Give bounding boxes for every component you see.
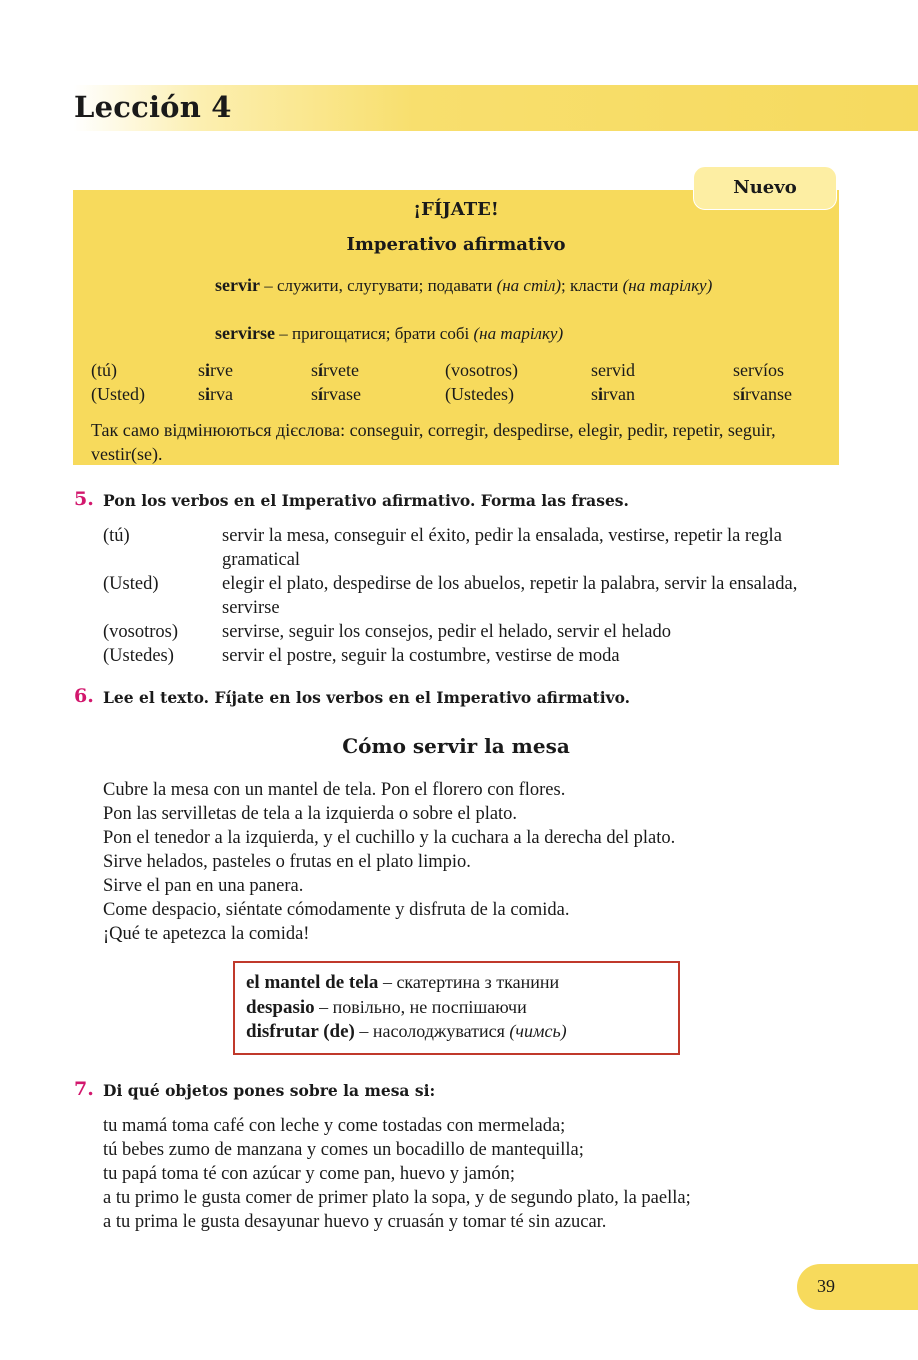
exercise-line: a tu prima le gusta desayunar huevo y cruasán y tomar té sin azucar. xyxy=(103,1212,607,1232)
conj-pronoun: (tú) xyxy=(91,360,117,380)
definition-servirse: servirse – пригощатися; брати собі (на тарілку) xyxy=(215,323,564,343)
reading-line: Pon las servilletas de tela a la izquierda o sobre el plato. xyxy=(103,804,518,824)
conj-form: servid xyxy=(591,360,635,380)
reading-line: Pon el tenedor a la izquierda, y el cuchillo y la cuchara a la derecha del plato. xyxy=(103,828,676,848)
definition-servir: servir – служити, слугувати; подавати (на стіл); класти (на тарілку) xyxy=(215,275,713,295)
exercise-line: tu papá toma té con azúcar y come pan, huevo y jamón; xyxy=(103,1164,515,1184)
vocabulary-entry: disfrutar (de) – насолоджуватися (чимсь) xyxy=(246,1021,567,1042)
reading-line: ¡Qué te apetezca la comida! xyxy=(103,924,310,944)
conj-pronoun: (vosotros) xyxy=(445,360,518,380)
new-badge: Nuevo xyxy=(693,166,837,210)
exercise-line: tú bebes zumo de manzana y comes un bocadillo de mantequilla; xyxy=(103,1140,584,1160)
reading-line: Cubre la mesa con un mantel de tela. Pon el florero con flores. xyxy=(103,780,566,800)
grammar-box-subtitle: Imperativo afirmativo xyxy=(346,234,566,255)
exercise-number: 6. xyxy=(74,685,94,707)
exercise-line: tu mamá toma café con leche y come tostadas con mermelada; xyxy=(103,1116,566,1136)
reading-line: Come despacio, siéntate cómodamente y disfruta de la comida. xyxy=(103,900,570,920)
conj-form: sirve xyxy=(198,360,234,380)
exercise-row-label: (vosotros) xyxy=(103,622,179,642)
conj-form: sírvanse xyxy=(733,384,793,404)
conj-form: servíos xyxy=(733,360,784,380)
reading-line: Sirve el pan en una panera. xyxy=(103,876,304,896)
vocabulary-entry: el mantel de tela – скатертина з тканини xyxy=(246,972,560,993)
exercise-row-text: servir el postre, seguir la costumbre, vestirse de moda xyxy=(222,646,620,666)
exercise-row-label: (Usted) xyxy=(103,574,159,594)
exercise-title: Lee el texto. Fíjate en los verbos en el Imperativo afirmativo. xyxy=(103,688,631,707)
exercise-row-label: (tú) xyxy=(103,526,130,546)
reading-line: Sirve helados, pasteles o frutas en el plato limpio. xyxy=(103,852,471,872)
exercise-row-label: (Ustedes) xyxy=(103,646,174,666)
exercise-line: a tu primo le gusta comer de primer plato la sopa, y de segundo plato, la paella; xyxy=(103,1188,691,1208)
conj-pronoun: (Ustedes) xyxy=(445,384,514,404)
conj-form: sírvete xyxy=(311,360,360,380)
reading-title: Cómo servir la mesa xyxy=(342,734,570,758)
exercise-number: 7. xyxy=(74,1078,94,1100)
exercise-row-text: servirse, seguir los consejos, pedir el helado, servir el helado xyxy=(222,622,672,642)
exercise-title: Pon los verbos en el Imperativo afirmativo. Forma las frases. xyxy=(103,491,629,510)
conj-pronoun: (Usted) xyxy=(91,384,145,404)
lesson-title: Lección 4 xyxy=(74,90,232,124)
vocabulary-entry: despasio – повільно, не поспішаючи xyxy=(246,997,527,1018)
grammar-box-title: ¡FÍJATE! xyxy=(413,199,499,220)
conj-form: sirva xyxy=(198,384,234,404)
grammar-note: Так само відмінюються дієслова: conseguir, corregir, despedirse, elegir, pedir, repetir, seguir, vestir(se). xyxy=(91,420,776,464)
page-number: 39 xyxy=(817,1276,835,1296)
exercise-row-text: servir la mesa, conseguir el éxito, pedir la ensalada, vestirse, repetir la regla gramatical xyxy=(222,526,782,570)
conj-form: sirvan xyxy=(591,384,636,404)
exercise-row-text: elegir el plato, despedirse de los abuelos, repetir la palabra, servir la ensalada, servirse xyxy=(222,574,798,618)
conj-form: sírvase xyxy=(311,384,362,404)
exercise-number: 5. xyxy=(74,488,94,510)
exercise-title: Di qué objetos pones sobre la mesa si: xyxy=(103,1081,436,1100)
